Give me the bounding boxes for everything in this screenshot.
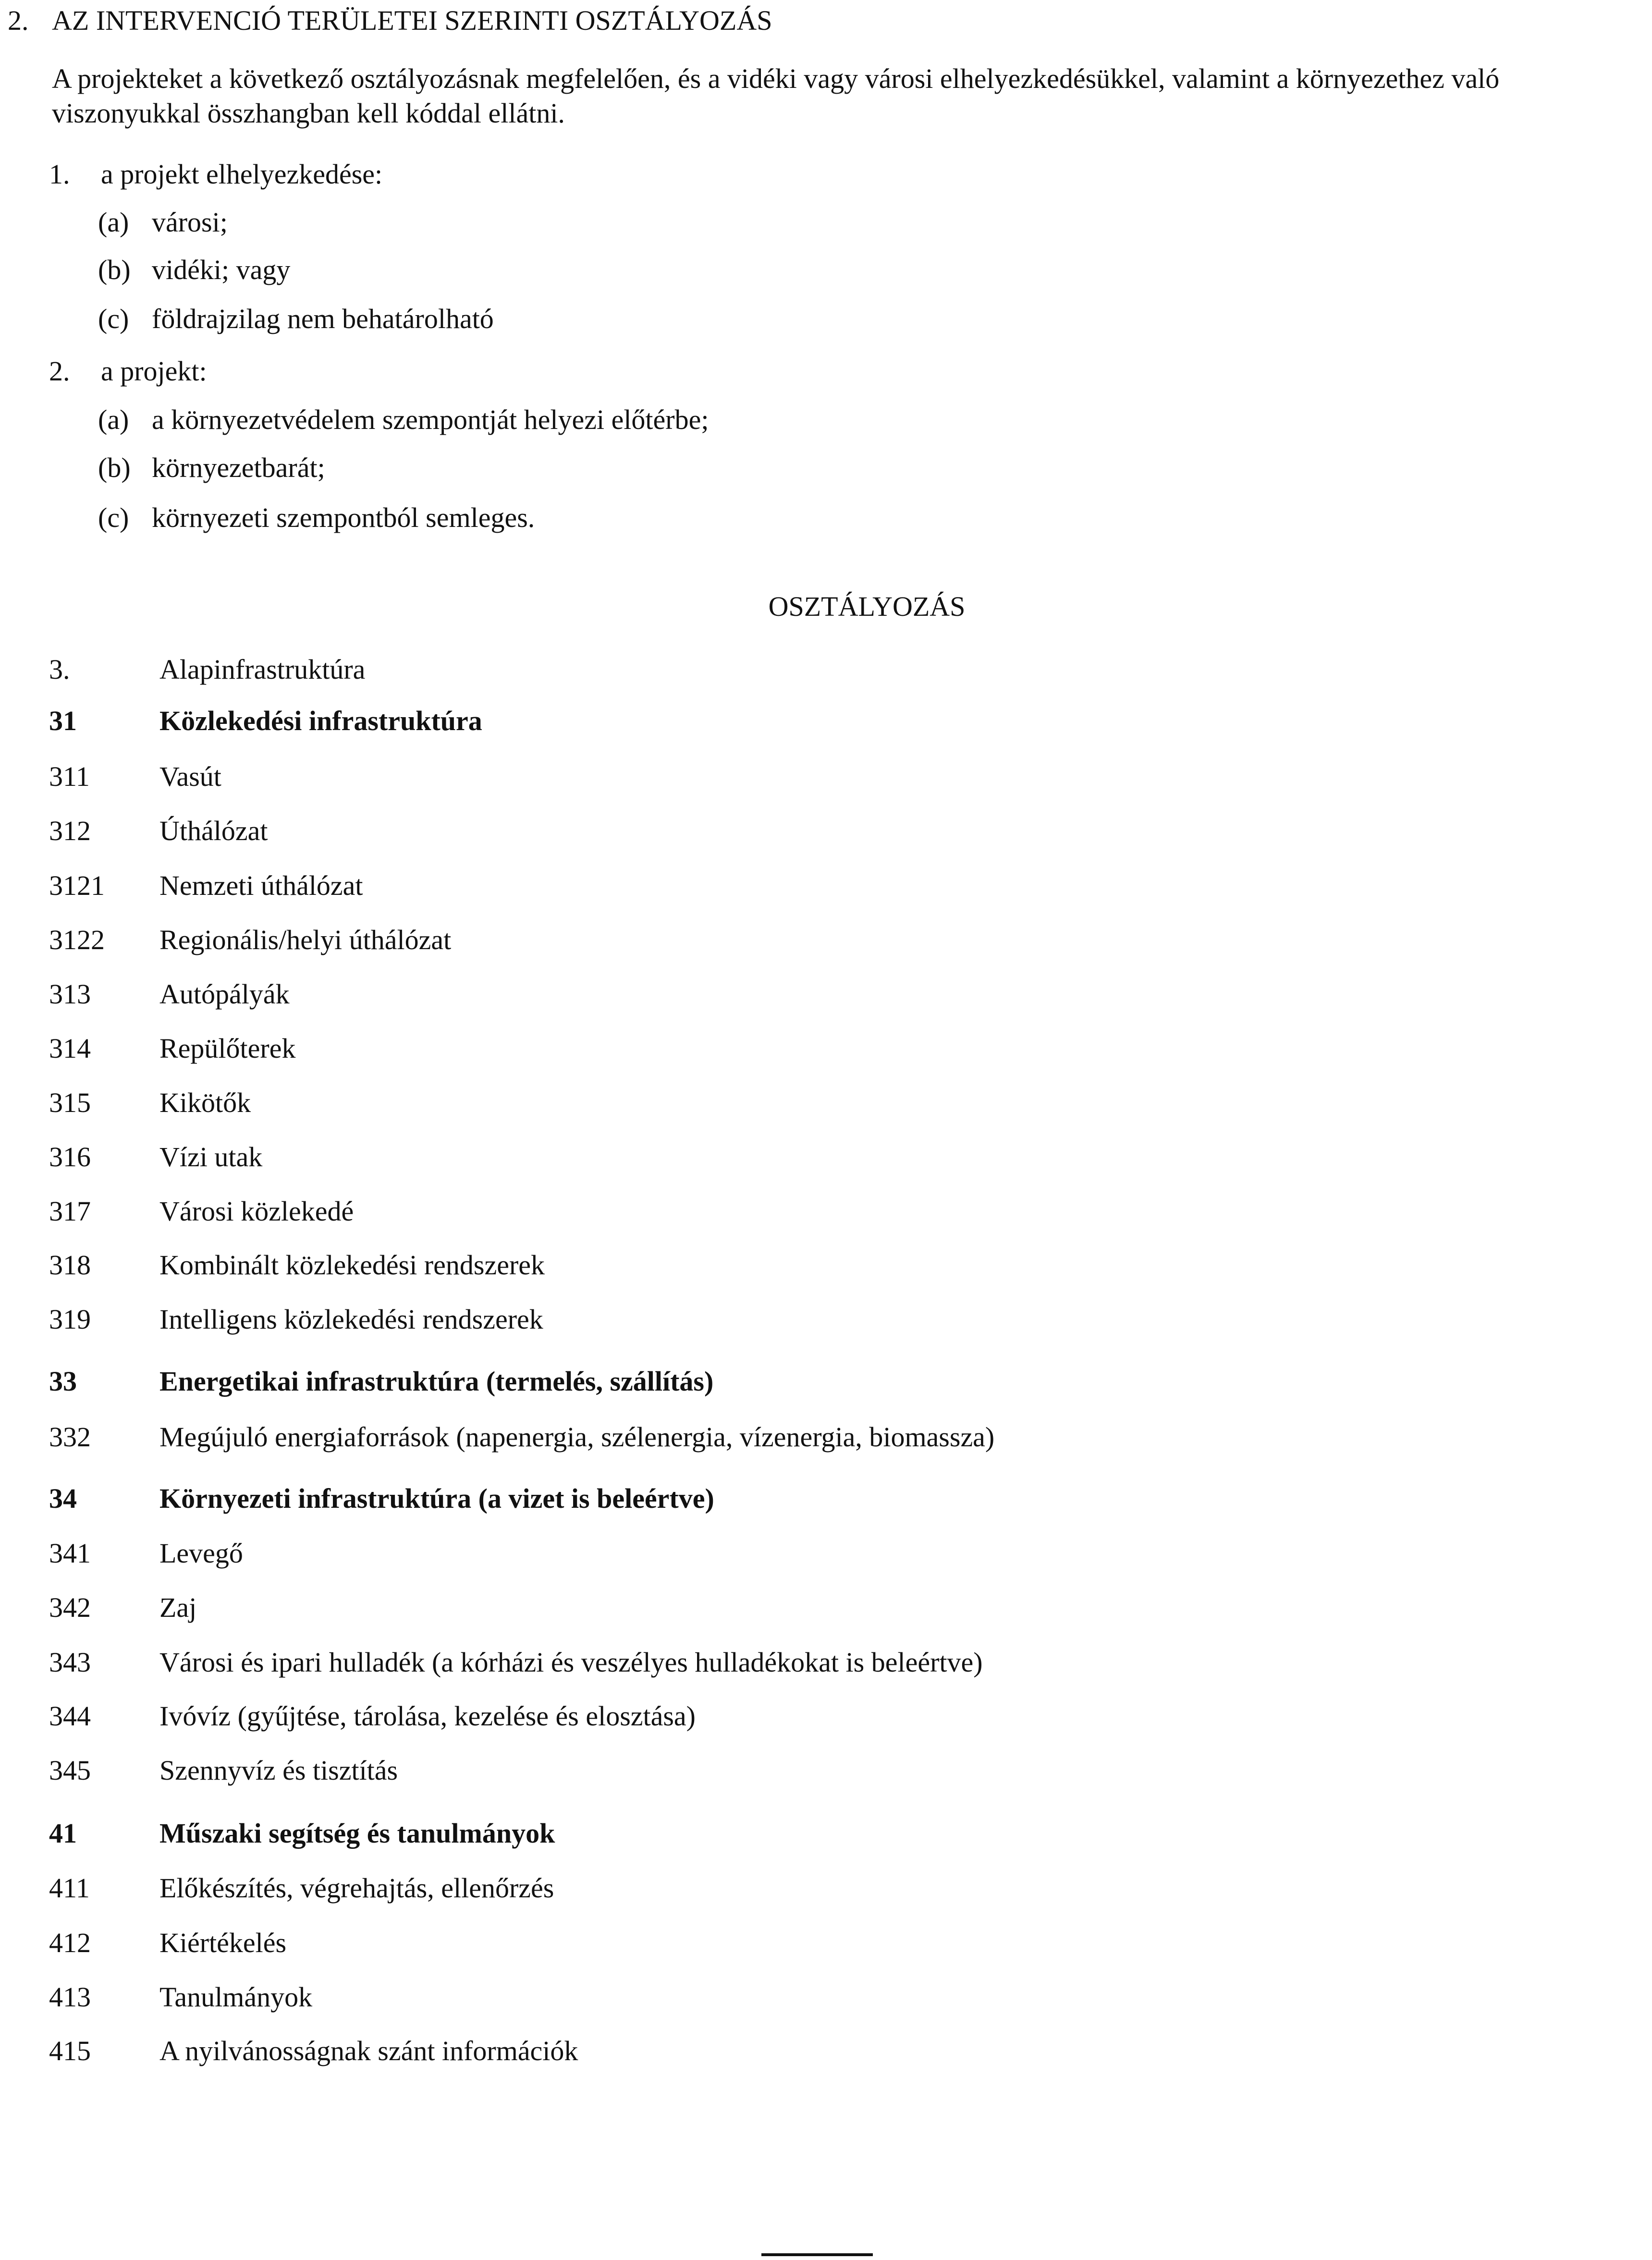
classification-code: 31 (49, 705, 77, 736)
classification-code: 318 (49, 1249, 91, 1281)
classification-code: 34 (49, 1483, 77, 1514)
sub-item-text: földrajzilag nem behatárolható (152, 303, 494, 334)
sub-item-text: városi; (152, 207, 228, 238)
classification-code: 317 (49, 1196, 91, 1227)
classification-label: Intelligens közlekedési rendszerek (159, 1304, 543, 1335)
classification-code: 343 (49, 1647, 91, 1678)
sub-item-text: környezeti szempontból semleges. (152, 502, 535, 533)
classification-label: Energetikai infrastruktúra (termelés, szállítás) (159, 1366, 714, 1397)
classification-label: A nyilvánosságnak szánt információk (159, 2035, 578, 2066)
classification-code: 415 (49, 2035, 91, 2066)
classification-label: Környezeti infrastruktúra (a vizet is beleértve) (159, 1483, 714, 1514)
list-item-text: a projekt: (101, 355, 207, 387)
list-item-number: 2. (49, 355, 70, 387)
classification-code: 3. (49, 654, 70, 685)
sub-item-label: (c) (98, 303, 129, 334)
classification-code: 3122 (49, 924, 105, 955)
classification-code: 413 (49, 1981, 91, 2013)
classification-label: Autópályák (159, 978, 290, 1010)
list-item-number: 1. (49, 159, 70, 190)
classification-label: Előkészítés, végrehajtás, ellenőrzés (159, 1872, 554, 1904)
classification-label: Városi és ipari hulladék (a kórházi és veszélyes hulladékokat is beleértve) (159, 1647, 983, 1678)
sub-item-text: a környezetvédelem szempontját helyezi előtérbe; (152, 404, 709, 435)
sub-item-label: (a) (98, 404, 129, 435)
classification-label: Úthálózat (159, 815, 268, 846)
classification-label: Városi közlekedé (159, 1196, 354, 1227)
classification-code: 41 (49, 1818, 77, 1849)
classification-code: 332 (49, 1421, 91, 1453)
classification-code: 345 (49, 1755, 91, 1786)
classification-label: Ivóvíz (gyűjtése, tárolása, kezelése és elosztása) (159, 1700, 696, 1732)
classification-label: Megújuló energiaforrások (napenergia, szélenergia, vízenergia, biomassza) (159, 1421, 995, 1453)
classification-label: Repülőterek (159, 1033, 296, 1064)
sub-item-label: (b) (98, 254, 131, 285)
sub-item-text: vidéki; vagy (152, 254, 291, 285)
classification-code: 313 (49, 978, 91, 1010)
list-item-text: a projekt elhelyezkedése: (101, 159, 383, 190)
classification-code: 342 (49, 1592, 91, 1623)
sub-item-label: (a) (98, 207, 129, 238)
classification-label: Nemzeti úthálózat (159, 870, 363, 901)
classification-code: 311 (49, 761, 90, 792)
classification-label: Közlekedési infrastruktúra (159, 705, 482, 736)
classification-code: 3121 (49, 870, 105, 901)
classification-label: Levegő (159, 1538, 243, 1569)
sub-item-label: (c) (98, 502, 129, 533)
classification-code: 344 (49, 1700, 91, 1732)
classification-code: 316 (49, 1141, 91, 1173)
classification-code: 341 (49, 1538, 91, 1569)
classification-code: 312 (49, 815, 91, 846)
classification-label: Alapinfrastruktúra (159, 654, 366, 685)
section-title: AZ INTERVENCIÓ TERÜLETEI SZERINTI OSZTÁLYOZÁS (52, 5, 772, 36)
classification-label: Szennyvíz és tisztítás (159, 1755, 398, 1786)
section-number: 2. (8, 5, 29, 36)
footer-rule (761, 2253, 873, 2256)
sub-item-text: környezetbarát; (152, 452, 325, 483)
classification-label: Kiértékelés (159, 1927, 287, 1958)
classification-label: Zaj (159, 1592, 197, 1623)
classification-label: Műszaki segítség és tanulmányok (159, 1818, 555, 1849)
classification-heading: OSZTÁLYOZÁS (768, 591, 966, 622)
classification-code: 319 (49, 1304, 91, 1335)
intro-paragraph: A projekteket a következő osztályozásnak megfelelően, és a vidéki vagy városi elhelyezkedésükkel, valamint a környezethez való viszonyukkal összhangban kell kóddal ellátni. (52, 63, 1500, 129)
classification-label: Regionális/helyi úthálózat (159, 924, 452, 955)
classification-label: Vasút (159, 761, 221, 792)
sub-item-label: (b) (98, 452, 131, 483)
classification-code: 411 (49, 1872, 90, 1904)
classification-label: Kombinált közlekedési rendszerek (159, 1249, 545, 1281)
classification-code: 412 (49, 1927, 91, 1958)
classification-code: 315 (49, 1087, 91, 1118)
classification-code: 33 (49, 1366, 77, 1397)
classification-label: Kikötők (159, 1087, 251, 1118)
classification-code: 314 (49, 1033, 91, 1064)
classification-label: Tanulmányok (159, 1981, 313, 2013)
classification-label: Vízi utak (159, 1141, 263, 1173)
